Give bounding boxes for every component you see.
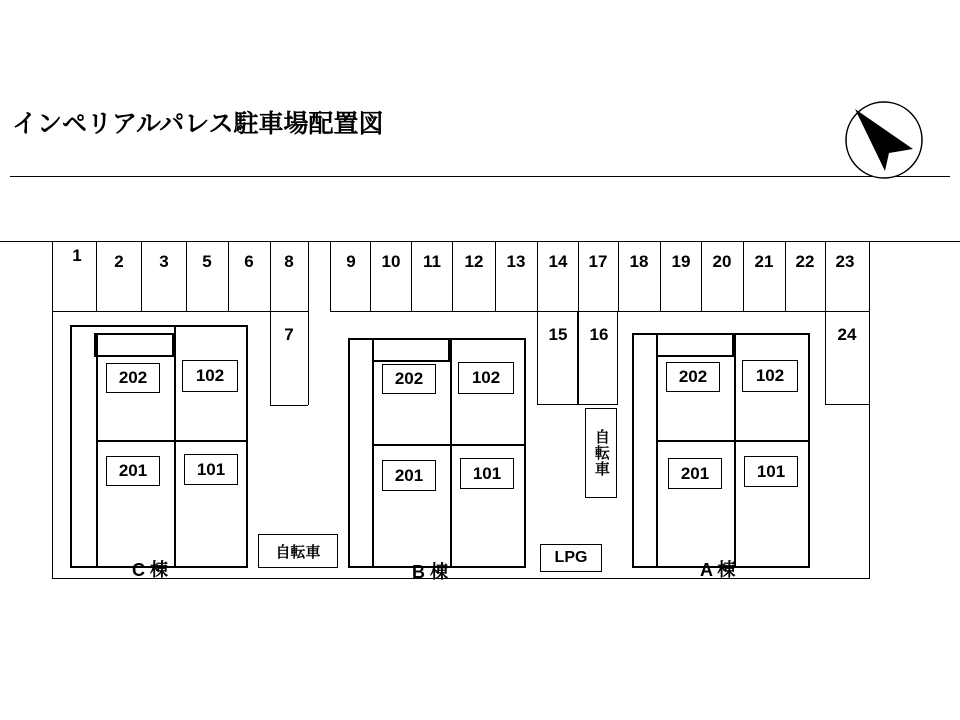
room-label-201: 201 [668,458,722,489]
stall-number: 6 [244,252,254,271]
stall-divider [495,241,496,311]
room-label-202: 202 [382,364,436,394]
stall-divider [660,241,661,311]
building-b-entry [372,338,450,362]
stall-divider [701,241,702,311]
room-label-202: 202 [666,362,720,392]
building-c-name: C 棟 [132,560,168,580]
stall-number: 5 [202,252,212,271]
stall-divider [270,311,271,405]
building-a-entry [656,333,734,357]
stall-divider [186,241,187,311]
stall-divider [618,241,619,311]
room-label-201: 201 [106,456,160,486]
building-c-unit-divider [174,325,176,568]
stall-divider [308,241,309,405]
stall-divider [52,241,53,291]
stall-number: 14 [548,252,568,271]
north-arrow-icon [845,101,923,179]
bicycle-parking-middle: 自転車 [585,408,617,498]
room-label-102: 102 [742,360,798,392]
room-label-101: 101 [184,454,238,485]
stall-number: 24 [837,325,857,344]
building-a-corridor-line [656,333,658,568]
stall-divider [452,241,453,311]
stall-number: 13 [506,252,526,271]
stall-number: 18 [629,252,649,271]
building-c-entry [94,333,174,357]
building-a-floor-divider [656,440,810,442]
stall-row-bottom [330,311,537,312]
stall-row-bottom [618,311,825,312]
building-c-floor-divider [96,440,248,442]
stall-number: 19 [671,252,691,271]
stall-divider [411,241,412,311]
stall-number: 10 [381,252,401,271]
room-label-202: 202 [106,363,160,393]
room-label-101: 101 [744,456,798,487]
lpg-tank: LPG [540,544,602,572]
room-label-101: 101 [460,458,514,489]
bicycle-parking-c: 自転車 [258,534,338,568]
stall-number: 8 [284,252,294,271]
stall-divider [270,405,308,406]
stall-divider [270,311,308,312]
stall-number: 11 [423,252,441,271]
room-label-201: 201 [382,460,436,491]
building-b-unit-divider [450,338,452,568]
stall-number: 17 [588,252,608,271]
stall-number: 23 [835,252,855,271]
stall-number: 20 [712,252,732,271]
stall-divider [228,241,229,311]
stall-divider [370,241,371,311]
stall-divider [141,241,142,311]
stall-divider [270,241,271,311]
stall-number: 9 [346,252,356,271]
stall-row-bottom [52,311,270,312]
building-b-floor-divider [372,444,526,446]
stall-divider [270,241,308,242]
stall-divider [96,241,97,311]
building-c-corridor-line [96,333,98,568]
stall-number: 16 [589,325,609,344]
stall-number: 21 [754,252,774,271]
stall-number: 1 [72,246,82,265]
building-a-name: A 棟 [700,560,736,580]
building-b-name: B 棟 [412,562,448,582]
room-label-102: 102 [182,360,238,392]
building-a-unit-divider [734,333,736,568]
stall-divider [743,241,744,311]
room-label-102: 102 [458,362,514,394]
building-b-corridor-line [372,338,374,568]
page-title: インペリアルパレス駐車場配置図 [12,110,384,138]
stall-divider [537,241,538,311]
stall-number: 7 [284,325,294,344]
stall-number: 12 [464,252,484,271]
stall-number: 15 [548,325,568,344]
stall-number: 3 [159,252,169,271]
stall-number: 2 [114,252,124,271]
title-divider [10,176,950,177]
stall-divider [330,241,331,311]
stall-number: 22 [795,252,815,271]
